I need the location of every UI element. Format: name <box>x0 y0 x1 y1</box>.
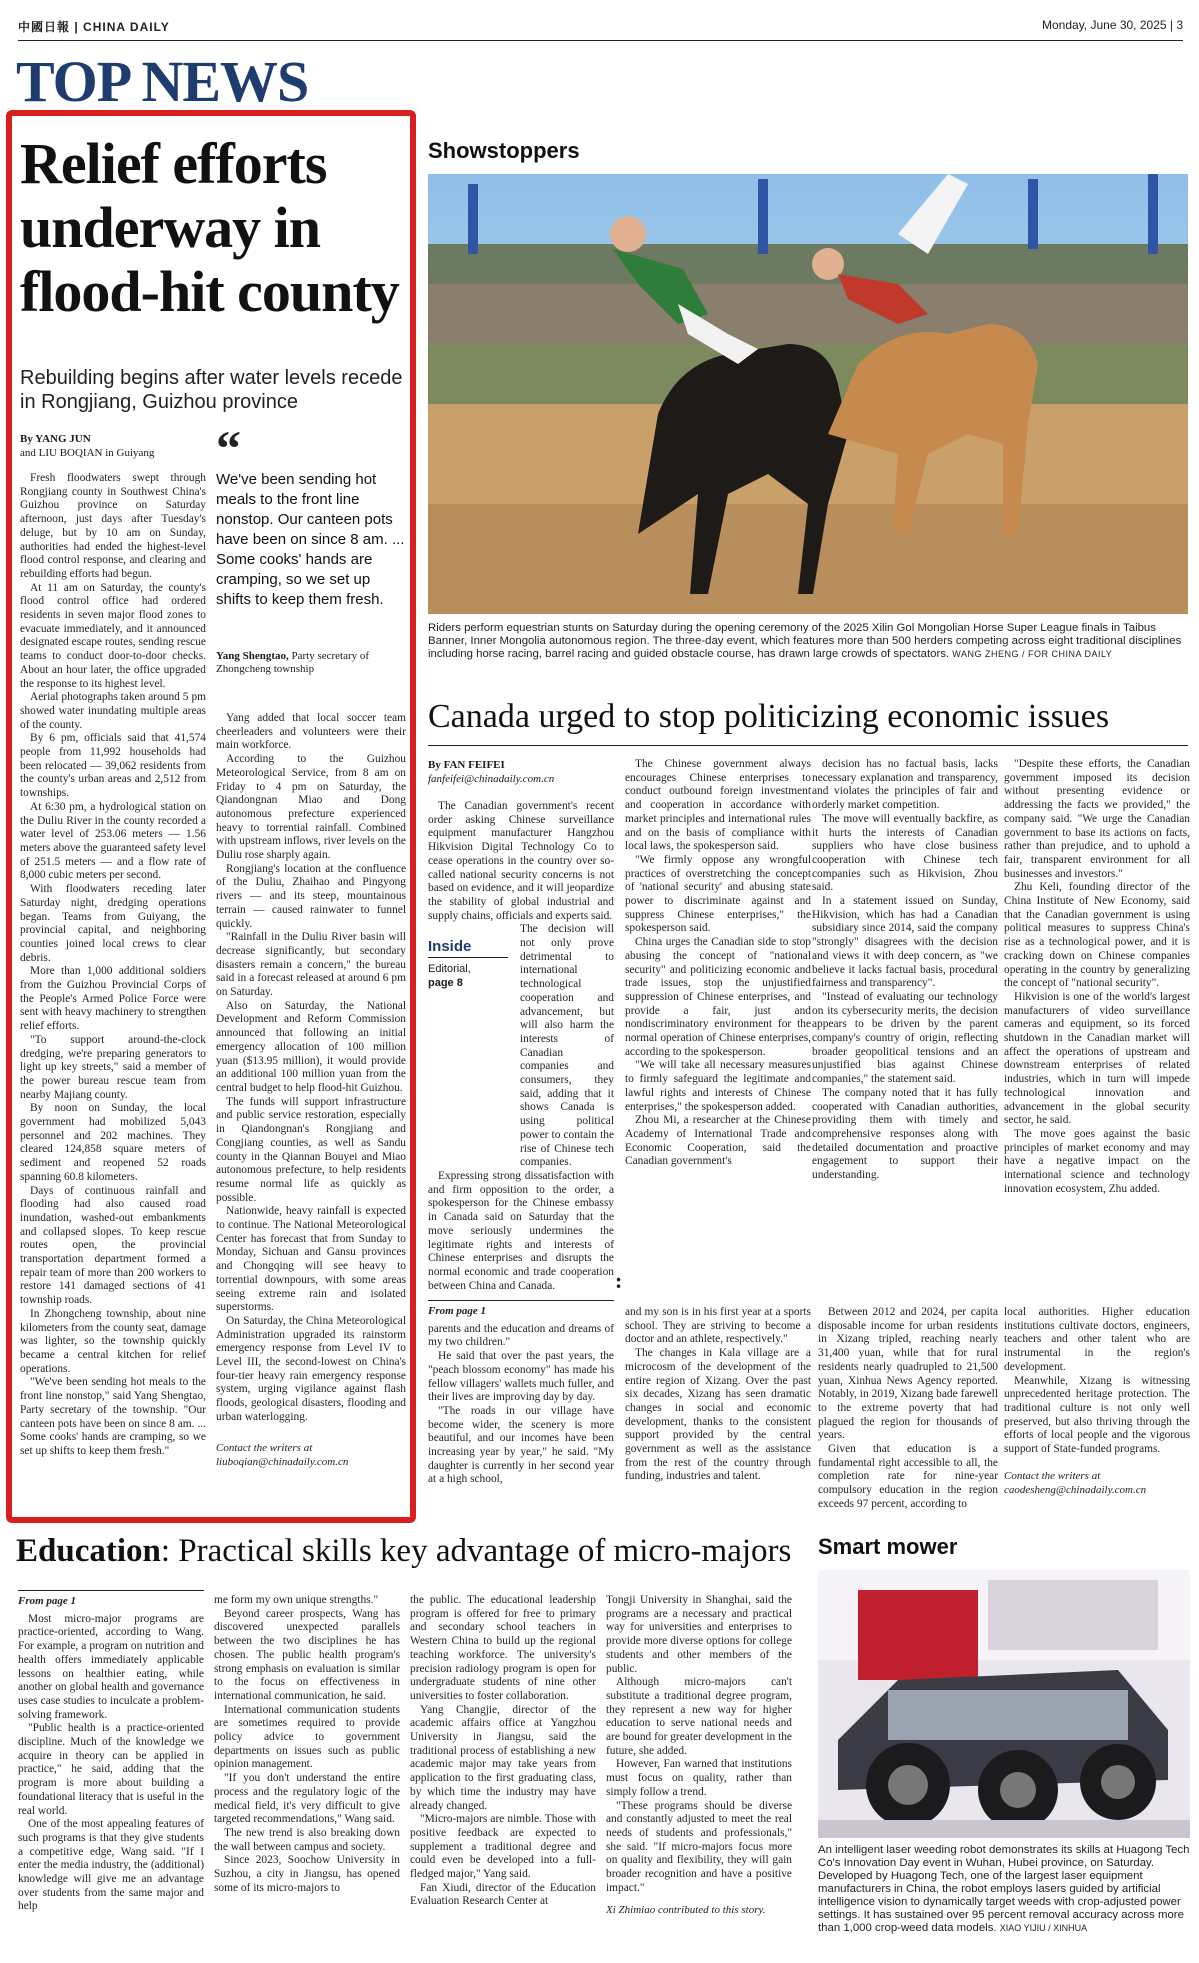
caption-text: An intelligent laser weeding robot demonstrates its skills at Huagong Tech Co's Innovation Day event in Wuhan, Hubei province, on Saturday. Developed by Huagong Tech, one of the largest laser equipment manufacturers in China, the robot employs lasers guided by artificial intelligence vision to dynamically target weeds with crop-adjusted power settings. It has sustained over 95 percent removal accuracy across more than 1,000 crop-weed data models. <box>818 1844 1190 1934</box>
xizang-column-1 <box>428 1300 614 1487</box>
xizang-column-2 <box>625 1306 811 1484</box>
newspaper-logo: 中國日報 | CHINA DAILY <box>18 20 170 34</box>
inside-page-link[interactable]: page 8 <box>428 977 463 989</box>
byline-email: fanfeifei@chinadaily.com.cn <box>428 773 555 785</box>
paragraph: Rongjiang's location at the confluence of the Duliu, Zhaihao and Pingyong rivers — and its steep, mountainous terrain — caused rainwater to funnel quickly. <box>216 862 406 930</box>
paragraph: local authorities. Higher education institutions cultivate doctors, engineers, teachers and other talent who are instrumental in the region's development. <box>1004 1306 1190 1373</box>
paragraph: The changes in Kala village are a microcosm of the development of the entire region of Xizang. Over the past six decades, Xizang has seen dramatic changes in social and economic development, thanks to the consistent support provided by the central government as well as the assistance from the rest of the country through funding, industries and talent. <box>625 1347 811 1483</box>
canada-column-4 <box>1004 758 1190 1197</box>
pull-quote-attribution <box>216 650 406 676</box>
paragraph: "Instead of evaluating our technology on its cybersecurity merits, the decision appears to be driven by the parent company's country of origin, reflecting broader geopolitical tensions and an unjustified bias against Chinese companies," the statement said. <box>812 990 998 1086</box>
paragraph: Expressing strong dissatisfaction with and firm opposition to the order, a spokesperson for the Chinese embassy in Canada said on Saturday that the move seriously undermines the legitimate rights and interests of Chinese enterprises and disrupts the normal economic and trade cooperation between China and Canada. <box>428 1169 614 1292</box>
canada-headline: Canada urged to stop politicizing economic issues <box>428 698 1110 735</box>
paragraph: Yang Changjie, director of the academic affairs office at Yangzhou University in Jiangsu, said the traditional process of establishing a new academic major may take years from application to the first graduating class, by which time the industry may have already changed. <box>410 1703 596 1812</box>
quote-attr-role: Party secretary of Zhongcheng township <box>216 650 370 675</box>
paragraph: "Despite these efforts, the Canadian government imposed its decision without presenting evidence or addressing the facts we provided," the company said. "We urge the Canadian government to base its actions on facts, rather than prejudice, and to uphold a fair, transparent environment for all businesses and investors." <box>1004 758 1190 880</box>
paragraph: Given that education is a fundamental right accessible to all, the completion rate for nine-year compulsory education in the region exceeds 97 percent, according to <box>818 1443 998 1510</box>
education-headline <box>16 1533 791 1570</box>
paragraph: The company noted that it has fully cooperated with Canadian authorities, providing them with timely and comprehensive responses along with detailed documentation and proactive engagement to support their understanding. <box>812 1086 998 1182</box>
paragraph: More than 1,000 additional soldiers from the Guizhou Provincial Corps of the People's Armed Police Force were sent with heavy machinery to strengthen relief efforts. <box>20 965 206 1033</box>
xizang-contact <box>1004 1469 1190 1497</box>
paragraph: and my son is in his first year at a sports school. They are striving to become a doctor and an athlete, respectively." <box>625 1306 811 1346</box>
paragraph: However, Fan warned that institutions must focus on quality, rather than simply follow a trend. <box>606 1758 792 1798</box>
from-page-label: From page 1 <box>428 1300 614 1319</box>
from-page-label: From page 1 <box>18 1590 204 1609</box>
paragraph: According to the Guizhou Meteorological Service, from 8 am on Friday to 4 pm on Saturday, the Qiandongnan Miao and Dong autonomous prefecture experienced heavy to torrential rainfall. Combined with upstream inflows, river levels on the Duliu rose sharply again. <box>216 753 406 862</box>
paragraph: The decision will not only prove detrimental to international technological cooperation and advancement, but will also harm the interests of Canadian companies and consumers, they said, adding that it shows Canada is using political power to contain the rise of Chinese tech companies. <box>520 923 614 1169</box>
paragraph: Nationwide, heavy rainfall is expected to continue. The National Meteorological Center has forecast that from Sunday to Monday, Sichuan and Gansu provinces and Chongqing will see heavy to torrential downpours, with some areas seeing extreme rain and isolated superstorms. <box>216 1205 406 1314</box>
paragraph: The Chinese government always encourages Chinese enterprises to conduct outbound foreign investment and cooperation in accordance with market principles and international rules and on the basis of compliance with local laws, the spokesperson said. <box>625 758 811 853</box>
masthead <box>18 10 1183 36</box>
contact-label: Contact the writers at <box>1004 1469 1101 1482</box>
lead-column-2 <box>216 712 406 1469</box>
education-column-4 <box>606 1594 792 1917</box>
paragraph: Yang added that local soccer team cheerleaders and volunteers were their main workforce. <box>216 712 406 752</box>
paragraph: The Canadian government's recent order asking Chinese surveillance equipment manufacturer Hangzhou Hikvision Digital Technology Co to cease operations in the country over so-called national security concerns is not based on evidence, and it will jeopardize the stability of global industrial and supply chains, officials and experts said. <box>428 800 614 922</box>
contributor-note: Xi Zhimiao contributed to this story. <box>606 1904 766 1917</box>
paragraph: By noon on Sunday, the local government had mobilized 5,043 personnel and 202 machines. They cleared 124,858 square meters of sediment and reopened 52 roads spanning 60.8 kilometers. <box>20 1102 206 1183</box>
divider <box>428 745 1188 746</box>
paragraph: "Rainfall in the Duliu River basin will decrease significantly, but secondary disasters remain a concern," the bureau said in a forecast released at around 6 pm on Saturday. <box>216 931 406 999</box>
laser-weeding-robot-photo <box>818 1570 1190 1838</box>
inside-box <box>428 938 508 990</box>
xizang-column-3 <box>818 1306 998 1512</box>
paragraph: International communication students are sometimes required to provide policy advice to government departments on issues such as public opinion management. <box>214 1703 400 1771</box>
paragraph: "We've been sending hot meals to the front line nonstop," said Yang Shengtao, Party secretary of the township. "Our canteen pots have been on since 8 am. ... Some cooks' hands are cramping, so we set up shifts to keep them fresh." <box>20 1376 206 1457</box>
paragraph: On Saturday, the China Meteorological Administration upgraded its rainstorm emergency response from Level IV to Level III, the second-lowest on China's four-tier heavy rain emergency response system, urging vigilance against flash floods, geological disasters, flooding and urban waterlogging. <box>216 1314 406 1423</box>
section-title: TOP NEWS <box>16 49 309 114</box>
contact-email: liuboqian@chinadaily.com.cn <box>216 1455 349 1468</box>
paragraph: One of the most appealing features of such programs is that they give students a competitive edge, Wang said. "If I enter the media industry, the (additional) knowledge will give me an advantage over students from the same major and help <box>18 1818 204 1913</box>
quote-mark-icon: “ <box>216 420 241 476</box>
paragraph: Beyond career prospects, Wang has discovered unexpected parallels between the two disciplines he has chosen. The public health program's strong emphasis on evaluation is similar to the focus on effectiveness in international communication, he said. <box>214 1607 400 1702</box>
paragraph: Fan Xiudi, director of the Education Evaluation Research Center at <box>410 1881 596 1908</box>
byline-author: By FAN FEIFEI <box>428 759 505 771</box>
paragraph: Hikvision is one of the world's largest manufacturers of video surveillance cameras and equipment, so its forced shutdown in the Canadian market will affect the operations of upstream and downstream enterprises of related industries, which in turn will impede technological innovation and advancement in the global security sector, he said. <box>1004 990 1190 1127</box>
canada-column-3 <box>812 758 998 1183</box>
paragraph: Most micro-major programs are practice-oriented, according to Wang. For example, a program on nutrition and health offers immediately applicable lessons on healthier eating, while another on global health and governance uses case studies to inculcate a problem-solving framework. <box>18 1612 204 1721</box>
paragraph: Days of continuous rainfall and flooding had also caused road inundation, washed-out embankments and collapsed slopes. To keep rescue routes open, the provincial transportation department formed a repair team of more than 200 workers to restore 141 damaged sections of 41 township roads. <box>20 1184 206 1307</box>
paragraph: Zhu Keli, founding director of the China Institute of New Economy, said that the Canadian government is using political measures to suppress China's rise as a technological power, and it is cracking down on Chinese companies operating in the country by generalizing the concept of "national security". <box>1004 881 1190 990</box>
contact-email: caodesheng@chinadaily.com.cn <box>1004 1483 1147 1496</box>
paragraph: Since 2023, Soochow University in Suzhou, a city in Jiangsu, has opened some of its micro-majors to <box>214 1854 400 1894</box>
paragraph: "If you don't understand the entire process and the regulatory logic of the medical field, it's very difficult to give targeted recommendations," Wang said. <box>214 1772 400 1826</box>
mower-caption <box>818 1844 1190 1935</box>
mower-title: Smart mower <box>818 1534 958 1559</box>
paragraph: China urges the Canadian side to stop abusing the concept of "national security" and politicizing economic and trade issues, stop the unjustified suppression of Chinese enterprises, and provide a fair, just and nondiscriminatory environment for the normal operation of Chinese enterprises, according to the spokesperson. <box>625 936 811 1058</box>
paragraph: In a statement issued on Sunday, Hikvision, which has had a Canadian subsidiary since 2014, said the company "strongly" disagrees with the decision and views it with deep concern, as "we believe it lacks factual basis, procedural fairness and transparency". <box>812 895 998 990</box>
paragraph: Aerial photographs taken around 5 pm showed water inundating multiple areas of the county. <box>20 691 206 731</box>
paragraph: me form my own unique strengths." <box>214 1594 379 1606</box>
lead-column-1 <box>20 472 206 1459</box>
paragraph: He said that over the past years, the "peach blossom economy" has made his fellow villagers' wallets much fuller, and their lives are improving day by day. <box>428 1350 614 1404</box>
byline-author-2: and LIU BOQIAN in Guiyang <box>20 447 155 459</box>
paragraph: parents and the education and dreams of my two children." <box>428 1322 614 1349</box>
education-column-2 <box>214 1594 400 1895</box>
inside-text <box>428 962 508 990</box>
masthead-rule <box>18 40 1183 41</box>
paragraph: Also on Saturday, the National Development and Reform Commission announced that following an initial emergency allocation of 100 million yuan ($13.95 million), it would provide an additional 100 million yuan from the central budget to help flood-hit Guizhou. <box>216 999 406 1094</box>
pull-quote: We've been sending hot meals to the front line nonstop. Our canteen pots have been on since 8 am. ... Some cooks' hands are cramping, so we set up shifts to keep them fresh. <box>216 471 405 608</box>
caption-text: Riders perform equestrian stunts on Saturday during the opening ceremony of the 2025 Xilin Gol Mongolian Horse Super League finals in Taibus Banner, Inner Mongolia autonomous region. The three-day event, which features more than 500 herders competing across eight traditional disciplines including horse racing, barrel racing and guided obstacle course, has drawn large crowds of spectators. <box>428 622 1182 660</box>
paragraph: "Micro-majors are nimble. Those with positive feedback are expected to supplement a traditional degree and could even be developed into a full-fledged major," Yang said. <box>410 1813 596 1881</box>
lead-contact <box>216 1441 406 1469</box>
paragraph: Zhou Mi, a researcher at the Chinese Academy of International Trade and Economic Cooperation, said the Canadian government's <box>625 1114 811 1168</box>
education-column-1 <box>18 1590 204 1914</box>
contact-label: Contact the writers at <box>216 1441 313 1454</box>
paragraph: The funds will support infrastructure and public service restoration, especially in Qiandongnan's Rongjiang and Congjiang counties, as well as Sandu county in the Qiannan Bouyei and Miao autonomous prefecture, to help residents resume normal life as quickly as possible. <box>216 1095 406 1204</box>
paragraph: With floodwaters receding later Saturday night, dredging operations began. Teams from Guiyang, the provincial capital, and neighboring counties joined local crews to clear debris. <box>20 883 206 964</box>
paragraph: By 6 pm, officials said that 41,574 people from 11,992 households had been relocated — 39,062 residents from the county's urban areas and 2,512 from townships. <box>20 732 206 800</box>
paragraph: Meanwhile, Xizang is witnessing unprecedented heritage protection. The traditional culture is not only well preserved, but also thriving through the efforts of local people and the vigorous support of State-funded programs. <box>1004 1374 1190 1456</box>
paragraph: decision has no factual basis, lacks necessary explanation and transparency, and violates the principles of fair and orderly market competition. <box>812 758 998 812</box>
education-column-3 <box>410 1594 596 1909</box>
paragraph: The new trend is also breaking down the wall between campus and society. <box>214 1826 400 1853</box>
paragraph: The move will eventually backfire, as it hurts the interests of Canadian suppliers who have close business cooperation with Chinese tech companies such as Hikvision, Zhou said. <box>812 812 998 894</box>
inside-editorial: Editorial, <box>428 963 471 975</box>
paragraph: "We firmly oppose any wrongful practices of overstretching the concept of 'national security' and abusing state power to discriminate against and suppress Chinese enterprises," the spokesperson said. <box>625 853 811 935</box>
paragraph: Between 2012 and 2024, per capita disposable income for urban residents in Xizang tripled, reaching nearly 31,400 yuan, while that for rural residents nearly quadrupled to 21,500 yuan, Xinhua News Agency reported. Notably, in 2019, Xizang bade farewell to the extreme poverty that had plagued the region for thousands of years. <box>818 1306 998 1442</box>
byline-author-1: By YANG JUN <box>20 433 91 445</box>
showstoppers-caption <box>428 622 1188 661</box>
lead-byline <box>20 432 154 460</box>
lead-subhead: Rebuilding begins after water levels recede in Rongjiang, Guizhou province <box>20 367 403 413</box>
paragraph: Fresh floodwaters swept through Rongjiang county in Southwest China's Guizhou province on Saturday afternoon, just days after Tuesday's deluge, but by 10 am on Sunday, authorities had ended the highest-level flood control response, and clearing and rebuilding efforts had begun. <box>20 472 206 580</box>
showstoppers-title: Showstoppers <box>428 138 580 163</box>
paragraph: "To support around-the-clock dredging, we're preparing generators to light up key streets," said a member of the power bureau rescue team from nearby Majiang county. <box>20 1033 206 1101</box>
paragraph: "The roads in our village have become wider, the scenery is more beautiful, and our incomes have been increasing year by year," he said. "My daughter is currently in her second year at a high school, <box>428 1404 614 1486</box>
paragraph: The move goes against the basic principles of market economy and may have a negative impact on the international science and technology innovation ecosystem, Zhu added. <box>1004 1127 1190 1195</box>
paragraph: "Public health is a practice-oriented discipline. Much of the knowledge we acquire in theory can be applied in practice," he said, adding that the program is more about building a foundational literacy that is useful in the real world. <box>18 1722 204 1817</box>
separator-mark: : <box>615 1268 623 1293</box>
paragraph: At 6:30 pm, a hydrological station on the Duliu River in the county recorded a water level of 253.06 meters — 1.56 meters above the guaranteed safety level of 251.5 meters — and a flow rate of 8,000 cubic meters per second. <box>20 800 206 882</box>
photo-credit: WANG ZHENG / FOR CHINA DAILY <box>952 649 1113 659</box>
paragraph: Tongji University in Shanghai, said the programs are a necessary and practical way for universities and enterprises to provide more diverse options for college students and other members of the public. <box>606 1594 792 1675</box>
paragraph: In Zhongcheng township, about nine kilometers from the county seat, damage was lighter, so the township quickly became a central kitchen for relief operations. <box>20 1307 206 1375</box>
inside-label: Inside <box>428 938 508 958</box>
canada-byline <box>428 758 614 786</box>
paragraph: "We will take all necessary measures to firmly safeguard the legitimate and lawful rights and interests of Chinese enterprises," the spokesperson added. <box>625 1059 811 1113</box>
issue-date: Monday, June 30, 2025 | 3 <box>1042 18 1183 32</box>
canada-column-2 <box>625 758 811 1169</box>
paragraph: At 11 am on Saturday, the county's flood control office had ordered residents in seven major flood zones to evacuate immediately, and it announced designated escape routes, sending rescue teams to conduct door-to-door checks. About an hour later, the office upgraded the response to its highest level. <box>20 581 206 690</box>
quote-attr-name: Yang Shengtao, <box>216 650 289 662</box>
headline-kicker: Education <box>16 1533 161 1569</box>
lead-headline: Relief efforts underway in flood-hit county <box>20 131 399 324</box>
headline-text: : Practical skills key advantage of micro-majors <box>160 1533 792 1569</box>
paragraph: "These programs should be diverse and constantly adjusted to meet the real needs of students and professionals," she said. "If micro-majors focus more on quality and flexibility, they will gain broader recognition and have a positive impact." <box>606 1799 792 1894</box>
paragraph: the public. The educational leadership program is offered for free to primary and secondary school teachers in Western China to build up the regional teaching workforce. The university's precision radiology program is open for undergraduate students of nine other universities to foster collaboration. <box>410 1594 596 1702</box>
horse-riders-photo <box>428 174 1188 614</box>
canada-column-1 <box>428 800 614 1293</box>
paragraph: Although micro-majors can't substitute a traditional degree program, they represent a new way for higher education to serve national needs and are bound for greater development in the future, she added. <box>606 1676 792 1757</box>
photo-credit: XIAO YIJIU / XINHUA <box>999 1923 1088 1933</box>
xizang-column-4 <box>1004 1306 1190 1497</box>
